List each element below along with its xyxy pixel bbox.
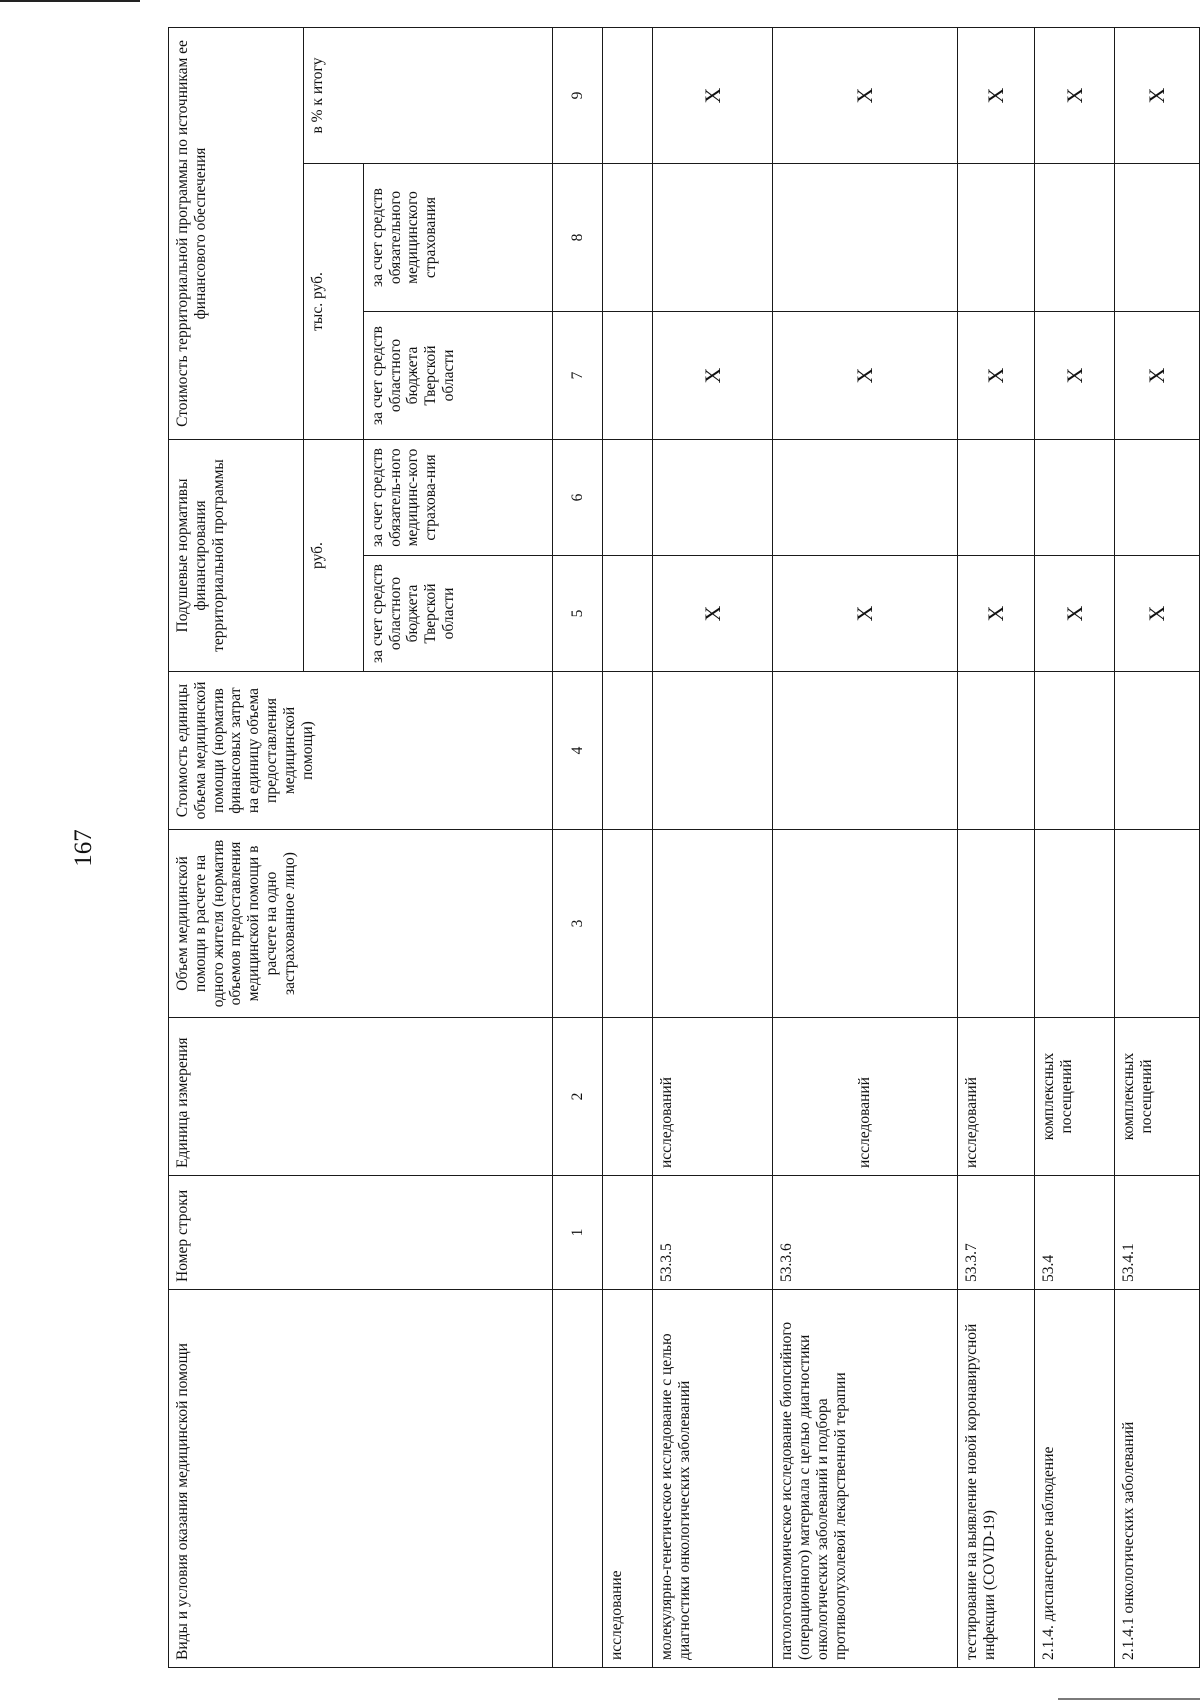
row-cost-oms [653,164,773,312]
row-unit [603,1018,653,1176]
row-cost-budget [603,312,653,440]
page-number: 167 [70,829,97,867]
row-unit: исследований [653,1018,773,1176]
row-norm-budget: X [1115,556,1200,672]
row-unit-cost [653,672,773,830]
column-number: 1 [553,1176,603,1290]
row-name: тестирование на выявление новой коронавирусной инфекции (COVID-19) [957,1290,1034,1668]
row-cost-budget: X [773,312,958,440]
header-volume: Объем медицинской помощи в расчете на одного жителя (норматив объемов предоставления медицинской помощи в расчете на одно застрахованное лицо) [169,830,553,1018]
row-cost-oms [957,164,1034,312]
row-norm-budget: X [1035,556,1115,672]
row-norm-oms [1035,440,1115,556]
row-volume [1115,830,1200,1018]
row-line-number: 53.4 [1035,1176,1115,1290]
header-row-1 [169,27,304,1667]
row-volume [1035,830,1115,1018]
row-name: 2.1.4. диспансерное наблюдение [1035,1290,1115,1668]
row-norm-budget [603,556,653,672]
column-number: 2 [553,1018,603,1176]
row-unit: комплексных посещений [1115,1018,1200,1176]
row-cost-oms [1035,164,1115,312]
header-program-cost: Стоимость территориальной программы по источникам ее финансового обеспечения [169,27,304,439]
row-name: 2.1.4.1 онкологических заболеваний [1115,1290,1200,1668]
row-percent: X [957,27,1034,163]
header-unit-cost: Стоимость единицы объема медицинской помощи (норматив финансовых затрат на единицу объема предоставления медицинской помощи) [169,672,553,830]
header-norm-budget: за счет средств областного бюджета Тверской области [363,556,553,672]
row-cost-oms [603,164,653,312]
row-unit-cost [957,672,1034,830]
table-row [1035,27,1115,1667]
row-volume [957,830,1034,1018]
header-percent-total: в % к итогу [303,27,553,163]
header-kinds: Виды и условия оказания медицинской помощи [169,1290,553,1668]
row-cost-oms [1115,164,1200,312]
row-name: молекулярно-генетическое исследование с целью диагностики онкологических заболеваний [653,1290,773,1668]
header-line-number: Номер строки [169,1176,553,1290]
row-percent: X [773,27,958,163]
column-number: 6 [553,440,603,556]
row-name: патологоанатомическое исследование биопсийного (операционного) материала с целью диагностики онкологических заболеваний и подбора противоопухолевой лекарственной терапии [773,1290,958,1668]
row-unit: исследований [957,1018,1034,1176]
row-unit-cost [603,672,653,830]
row-line-number: 53.3.6 [773,1176,958,1290]
row-line-number: 53.3.7 [957,1176,1034,1290]
row-line-number: 53.4.1 [1115,1176,1200,1290]
row-percent [603,27,653,163]
row-cost-oms [773,164,958,312]
row-volume [653,830,773,1018]
row-volume [773,830,958,1018]
header-norm-oms: за счет средств обязатель-ного медицинс-кого страхова-ния [363,440,553,556]
row-percent: X [653,27,773,163]
column-number: 3 [553,830,603,1018]
row-volume [603,830,653,1018]
financing-table [168,27,1200,1668]
column-number: 4 [553,672,603,830]
row-norm-oms [773,440,958,556]
header-cost-budget: за счет средств областного бюджета Тверской области [363,312,553,440]
header-unit-thousand-rub: тыс. руб. [303,164,363,440]
scan-edge-mark [0,0,140,2]
row-norm-oms [957,440,1034,556]
row-percent: X [1035,27,1115,163]
row-unit: исследований [773,1018,958,1176]
row-unit: комплексных посещений [1035,1018,1115,1176]
row-norm-budget: X [957,556,1034,672]
row-norm-oms [653,440,773,556]
column-number: 8 [553,164,603,312]
row-cost-budget: X [653,312,773,440]
table-row [773,27,958,1667]
column-number: 5 [553,556,603,672]
row-cost-budget: X [1035,312,1115,440]
header-cost-oms: за счет средств обязательного медицинского страхования [363,164,553,312]
row-norm-oms [1115,440,1200,556]
row-norm-budget: X [773,556,958,672]
row-name: исследование [603,1290,653,1668]
table-row [603,27,653,1667]
header-unit: Единица измерения [169,1018,553,1176]
table-row [653,27,773,1667]
table-row [1115,27,1200,1667]
column-number: 7 [553,312,603,440]
column-number-blank [553,1290,603,1668]
row-percent: X [1115,27,1200,163]
row-cost-budget: X [1115,312,1200,440]
rotated-table-wrapper [168,28,1200,1668]
header-per-capita-norms: Подушевые нормативы финансирования территориальной программы [169,440,304,672]
row-line-number [603,1176,653,1290]
row-unit-cost [773,672,958,830]
row-line-number: 53.3.5 [653,1176,773,1290]
row-cost-budget: X [957,312,1034,440]
row-unit-cost [1035,672,1115,830]
column-number-row [553,27,603,1667]
column-number: 9 [553,27,603,163]
row-norm-budget: X [653,556,773,672]
scan-edge-mark [1058,1698,1200,1700]
row-unit-cost [1115,672,1200,830]
header-unit-rub: руб. [303,440,363,672]
row-norm-oms [603,440,653,556]
table-row [957,27,1034,1667]
